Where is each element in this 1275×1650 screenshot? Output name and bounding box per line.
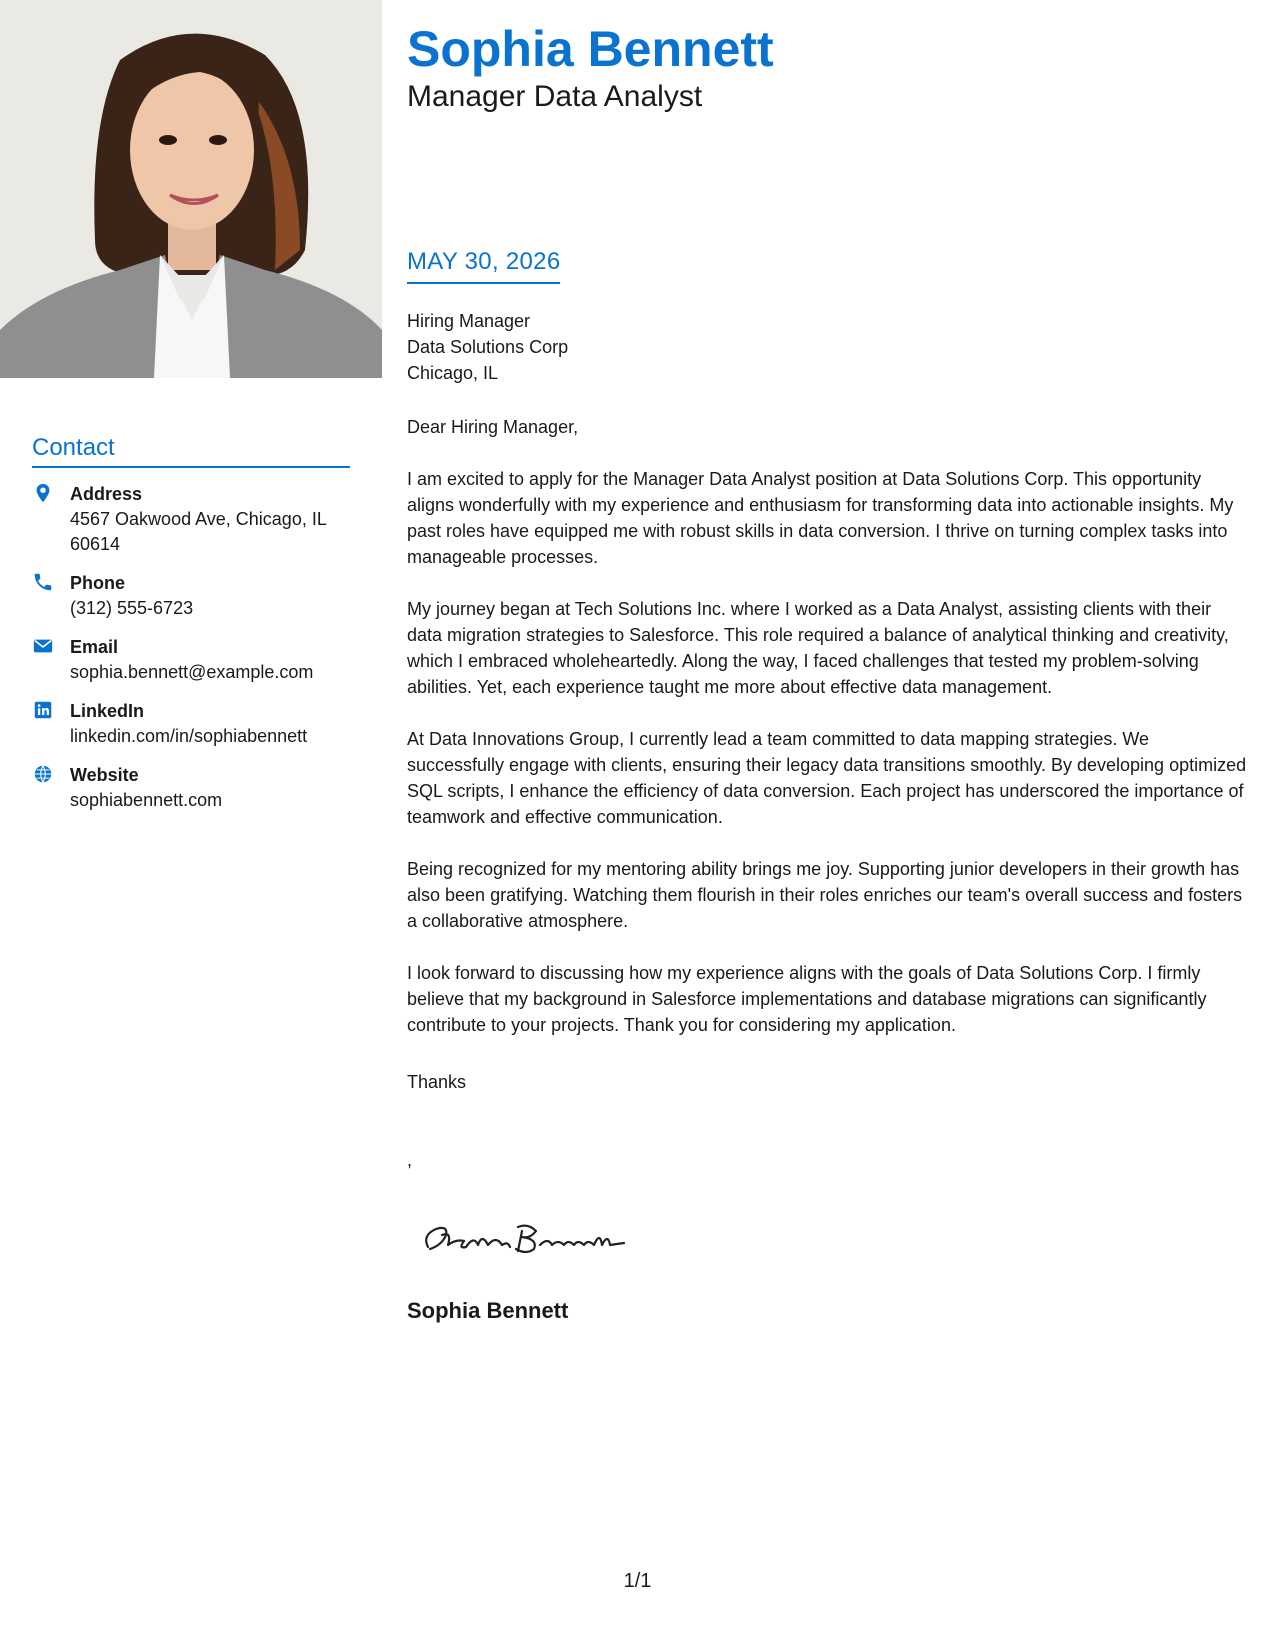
contact-address <box>32 482 350 557</box>
applicant-role: Manager Data Analyst <box>407 80 703 113</box>
portrait-image <box>0 0 382 378</box>
contact-linkedin <box>32 699 350 749</box>
paragraph: Being recognized for my mentoring ability brings me joy. Supporting junior developers in their growth has also been gratifying. Watching them flourish in their roles enriches our team's overall success and fosters a collaborative atmosphere. <box>407 859 1243 931</box>
paragraph: At Data Innovations Group, I currently lead a team committed to data mapping strategies. We successfully engage with clients, ensuring their legacy data transitions smoothly. By developing optimized SQL scripts, I enhance the efficiency of data conversion. Each project has underscored the importance of teamwork and effective communication. <box>407 729 1247 827</box>
salutation: Dear Hiring Manager, <box>407 417 579 437</box>
contact-label: Email <box>70 637 119 657</box>
closing-comma: , <box>407 1150 413 1170</box>
contact-title: Contact <box>32 434 350 468</box>
contact-phone <box>32 571 350 621</box>
email-icon <box>32 635 56 659</box>
contact-website <box>32 763 350 813</box>
recipient-title: Hiring Manager <box>407 311 531 331</box>
letter-body <box>407 414 1247 1064</box>
globe-icon <box>32 763 56 787</box>
paragraph: My journey began at Tech Solutions Inc. where I worked as a Data Analyst, assisting clients with their data migration strategies to Salesforce. This role required a balance of analytical thinking and creativity, which I embraced wholeheartedly. Along the way, I faced challenges that tested my problem-solving abilities. Yet, each experience taught me more about effective data management. <box>407 599 1229 697</box>
header <box>407 22 774 115</box>
handwritten-signature <box>418 1205 658 1265</box>
contact-section <box>32 434 350 827</box>
contact-label: LinkedIn <box>70 701 145 721</box>
location-pin-icon <box>32 482 56 506</box>
contact-value[interactable]: sophiabennett.com <box>70 790 223 810</box>
contact-value: (312) 555-6723 <box>70 598 194 618</box>
contact-label: Address <box>70 484 143 504</box>
letter-date-block <box>407 248 560 284</box>
contact-label: Website <box>70 765 139 785</box>
profile-photo <box>0 0 382 378</box>
recipient-block <box>407 308 568 386</box>
phone-icon <box>32 571 56 595</box>
linkedin-icon <box>32 699 56 723</box>
applicant-name: Sophia Bennett <box>407 21 774 77</box>
signer-name: Sophia Bennett <box>407 1298 569 1323</box>
contact-value[interactable]: linkedin.com/in/sophiabennett <box>70 726 308 746</box>
page-number: 1/1 <box>623 1570 652 1592</box>
contact-label: Phone <box>70 573 126 593</box>
letter-date: MAY 30, 2026 <box>407 248 560 284</box>
paragraph: I look forward to discussing how my experience aligns with the goals of Data Solutions Corp. I firmly believe that my background in Salesforce implementations and database migrations can significantly contribute to your projects. Thank you for considering my application. <box>407 963 1207 1035</box>
contact-email <box>32 635 350 685</box>
closing: Thanks <box>407 1072 467 1092</box>
contact-value: 4567 Oakwood Ave, Chicago, IL 60614 <box>70 509 327 554</box>
recipient-location: Chicago, IL <box>407 363 499 383</box>
recipient-company: Data Solutions Corp <box>407 337 569 357</box>
contact-value[interactable]: sophia.bennett@example.com <box>70 662 314 682</box>
paragraph: I am excited to apply for the Manager Data Analyst position at Data Solutions Corp. This opportunity aligns wonderfully with my experience and enthusiasm for transforming data into actionable insights. My past roles have equipped me with robust skills in data conversion. I thrive on turning complex tasks into manageable processes. <box>407 469 1234 567</box>
